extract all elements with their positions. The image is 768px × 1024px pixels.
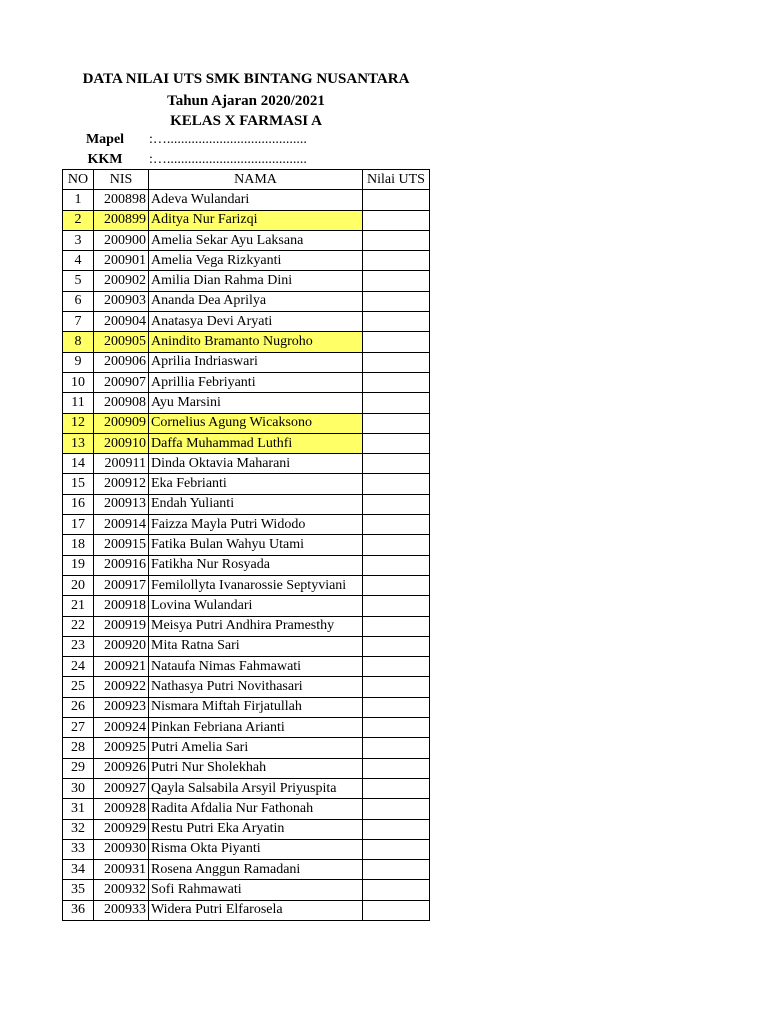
nis-cell: 200924 [94,718,149,738]
nis-cell: 200921 [94,657,149,677]
column-header-nis: NIS [94,170,149,190]
nis-cell: 200915 [94,535,149,555]
row-number-cell: 5 [63,271,94,291]
row-number-cell: 23 [63,636,94,656]
student-name-cell: Daffa Muhammad Luthfi [149,433,363,453]
row-number-cell: 16 [63,494,94,514]
student-name-cell: Putri Amelia Sari [149,738,363,758]
grades-table [62,169,430,921]
nilai-uts-cell[interactable] [363,535,430,555]
nis-cell: 200930 [94,839,149,859]
nilai-uts-cell[interactable] [363,616,430,636]
nis-cell: 200933 [94,900,149,920]
table-row [63,900,430,920]
nis-cell: 200927 [94,778,149,798]
nilai-uts-cell[interactable] [363,230,430,250]
student-name-cell: Fatikha Nur Rosyada [149,555,363,575]
nis-cell: 200923 [94,697,149,717]
nilai-uts-cell[interactable] [363,372,430,392]
student-name-cell: Meisya Putri Andhira Pramesthy [149,616,363,636]
nis-cell: 200909 [94,413,149,433]
row-number-cell: 19 [63,555,94,575]
nis-cell: 200917 [94,575,149,595]
row-number-cell: 28 [63,738,94,758]
row-number-cell: 32 [63,819,94,839]
table-row [63,697,430,717]
nis-cell: 200920 [94,636,149,656]
student-name-cell: Aprilia Indriaswari [149,352,363,372]
student-name-cell: Putri Nur Sholekhah [149,758,363,778]
kkm-label: KKM [87,152,123,167]
table-row [63,778,430,798]
column-header-nilai-uts: Nilai UTS [363,170,430,190]
table-row [63,230,430,250]
nilai-uts-cell[interactable] [363,880,430,900]
student-name-cell: Nataufa Nimas Fahmawati [149,657,363,677]
row-number-cell: 36 [63,900,94,920]
student-name-cell: Anatasya Devi Aryati [149,312,363,332]
nis-cell: 200908 [94,393,149,413]
student-name-cell: Faizza Mayla Putri Widodo [149,515,363,535]
nis-cell: 200901 [94,251,149,271]
row-number-cell: 4 [63,251,94,271]
nilai-uts-cell[interactable] [363,271,430,291]
nis-cell: 200904 [94,312,149,332]
nilai-uts-cell[interactable] [363,413,430,433]
kkm-value: :…........................................ [149,152,307,167]
mapel-label: Mapel [85,132,125,147]
student-name-cell: Eka Febrianti [149,474,363,494]
row-number-cell: 3 [63,230,94,250]
nis-cell: 200903 [94,291,149,311]
table-row [63,535,430,555]
table-row [63,454,430,474]
table-row [63,515,430,535]
nilai-uts-cell[interactable] [363,210,430,230]
student-name-cell: Radita Afdalia Nur Fathonah [149,799,363,819]
table-row [63,494,430,514]
nilai-uts-cell[interactable] [363,636,430,656]
nilai-uts-cell[interactable] [363,596,430,616]
nis-cell: 200932 [94,880,149,900]
nilai-uts-cell[interactable] [363,900,430,920]
nis-cell: 200902 [94,271,149,291]
nis-cell: 200926 [94,758,149,778]
nilai-uts-cell[interactable] [363,454,430,474]
table-row [63,677,430,697]
table-row [63,819,430,839]
nilai-uts-cell[interactable] [363,860,430,880]
student-name-cell: Aprillia Febriyanti [149,372,363,392]
row-number-cell: 11 [63,393,94,413]
row-number-cell: 6 [63,291,94,311]
nilai-uts-cell[interactable] [363,799,430,819]
class-name: KELAS X FARMASI A [170,113,322,129]
student-name-cell: Amelia Vega Rizkyanti [149,251,363,271]
nilai-uts-cell[interactable] [363,515,430,535]
nis-cell: 200929 [94,819,149,839]
nilai-uts-cell[interactable] [363,332,430,352]
page-title: DATA NILAI UTS SMK BINTANG NUSANTARA [82,71,410,87]
table-row [63,799,430,819]
row-number-cell: 25 [63,677,94,697]
nilai-uts-cell[interactable] [363,718,430,738]
table-row [63,596,430,616]
table-row [63,758,430,778]
row-number-cell: 12 [63,413,94,433]
row-number-cell: 27 [63,718,94,738]
row-number-cell: 30 [63,778,94,798]
table-row [63,657,430,677]
student-name-cell: Endah Yulianti [149,494,363,514]
student-name-cell: Mita Ratna Sari [149,636,363,656]
nilai-uts-cell[interactable] [363,697,430,717]
student-name-cell: Restu Putri Eka Aryatin [149,819,363,839]
nilai-uts-cell[interactable] [363,291,430,311]
row-number-cell: 26 [63,697,94,717]
table-row [63,555,430,575]
student-name-cell: Cornelius Agung Wicaksono [149,413,363,433]
nis-cell: 200911 [94,454,149,474]
table-row [63,718,430,738]
nis-cell: 200916 [94,555,149,575]
table-row [63,880,430,900]
nilai-uts-cell[interactable] [363,575,430,595]
row-number-cell: 8 [63,332,94,352]
nis-cell: 200898 [94,190,149,210]
nilai-uts-cell[interactable] [363,312,430,332]
table-row [63,352,430,372]
nis-cell: 200907 [94,372,149,392]
nilai-uts-cell[interactable] [363,433,430,453]
table-row [63,393,430,413]
table-row [63,271,430,291]
column-header-nama: NAMA [149,170,363,190]
student-name-cell: Amelia Sekar Ayu Laksana [149,230,363,250]
row-number-cell: 29 [63,758,94,778]
student-name-cell: Fatika Bulan Wahyu Utami [149,535,363,555]
nis-cell: 200906 [94,352,149,372]
table-row [63,291,430,311]
table-body [63,190,430,921]
table-row [63,312,430,332]
row-number-cell: 20 [63,575,94,595]
student-name-cell: Qayla Salsabila Arsyil Priyuspita [149,778,363,798]
student-name-cell: Widera Putri Elfarosela [149,900,363,920]
nilai-uts-cell[interactable] [363,738,430,758]
nilai-uts-cell[interactable] [363,393,430,413]
table-row [63,575,430,595]
nis-cell: 200914 [94,515,149,535]
nis-cell: 200900 [94,230,149,250]
row-number-cell: 7 [63,312,94,332]
row-number-cell: 34 [63,860,94,880]
student-name-cell: Adeva Wulandari [149,190,363,210]
row-number-cell: 2 [63,210,94,230]
nis-cell: 200913 [94,494,149,514]
student-name-cell: Nathasya Putri Novithasari [149,677,363,697]
table-row [63,433,430,453]
row-number-cell: 1 [63,190,94,210]
nilai-uts-cell[interactable] [363,352,430,372]
row-number-cell: 35 [63,880,94,900]
student-name-cell: Anindito Bramanto Nugroho [149,332,363,352]
nilai-uts-cell[interactable] [363,555,430,575]
mapel-value: :…........................................ [149,132,307,147]
row-number-cell: 14 [63,454,94,474]
student-name-cell: Risma Okta Piyanti [149,839,363,859]
student-name-cell: Nismara Miftah Firjatullah [149,697,363,717]
row-number-cell: 21 [63,596,94,616]
table-row [63,738,430,758]
row-number-cell: 13 [63,433,94,453]
student-name-cell: Sofi Rahmawati [149,880,363,900]
nilai-uts-cell[interactable] [363,657,430,677]
column-header-no: NO [63,170,94,190]
nis-cell: 200919 [94,616,149,636]
nilai-uts-cell[interactable] [363,819,430,839]
student-name-cell: Rosena Anggun Ramadani [149,860,363,880]
student-name-cell: Femilollyta Ivanarossie Septyviani [149,575,363,595]
row-number-cell: 24 [63,657,94,677]
table-row [63,190,430,210]
row-number-cell: 33 [63,839,94,859]
row-number-cell: 18 [63,535,94,555]
nis-cell: 200905 [94,332,149,352]
student-name-cell: Aditya Nur Farizqi [149,210,363,230]
table-row [63,839,430,859]
student-name-cell: Pinkan Febriana Arianti [149,718,363,738]
student-name-cell: Ananda Dea Aprilya [149,291,363,311]
row-number-cell: 10 [63,372,94,392]
table-row [63,413,430,433]
row-number-cell: 9 [63,352,94,372]
nis-cell: 200918 [94,596,149,616]
table-row [63,474,430,494]
table-row [63,372,430,392]
nilai-uts-cell[interactable] [363,839,430,859]
nilai-uts-cell[interactable] [363,494,430,514]
nilai-uts-cell[interactable] [363,474,430,494]
nis-cell: 200899 [94,210,149,230]
student-name-cell: Amilia Dian Rahma Dini [149,271,363,291]
table-row [63,860,430,880]
nis-cell: 200931 [94,860,149,880]
table-header-row [63,170,430,190]
row-number-cell: 15 [63,474,94,494]
nis-cell: 200910 [94,433,149,453]
student-name-cell: Lovina Wulandari [149,596,363,616]
nilai-uts-cell[interactable] [363,758,430,778]
nilai-uts-cell[interactable] [363,778,430,798]
nis-cell: 200925 [94,738,149,758]
student-name-cell: Dinda Oktavia Maharani [149,454,363,474]
table-row [63,636,430,656]
table-row [63,210,430,230]
nis-cell: 200922 [94,677,149,697]
nilai-uts-cell[interactable] [363,251,430,271]
row-number-cell: 17 [63,515,94,535]
nis-cell: 200912 [94,474,149,494]
nilai-uts-cell[interactable] [363,677,430,697]
table-row [63,616,430,636]
table-row [63,332,430,352]
row-number-cell: 22 [63,616,94,636]
academic-year: Tahun Ajaran 2020/2021 [167,93,325,109]
student-name-cell: Ayu Marsini [149,393,363,413]
nis-cell: 200928 [94,799,149,819]
table-row [63,251,430,271]
nilai-uts-cell[interactable] [363,190,430,210]
row-number-cell: 31 [63,799,94,819]
